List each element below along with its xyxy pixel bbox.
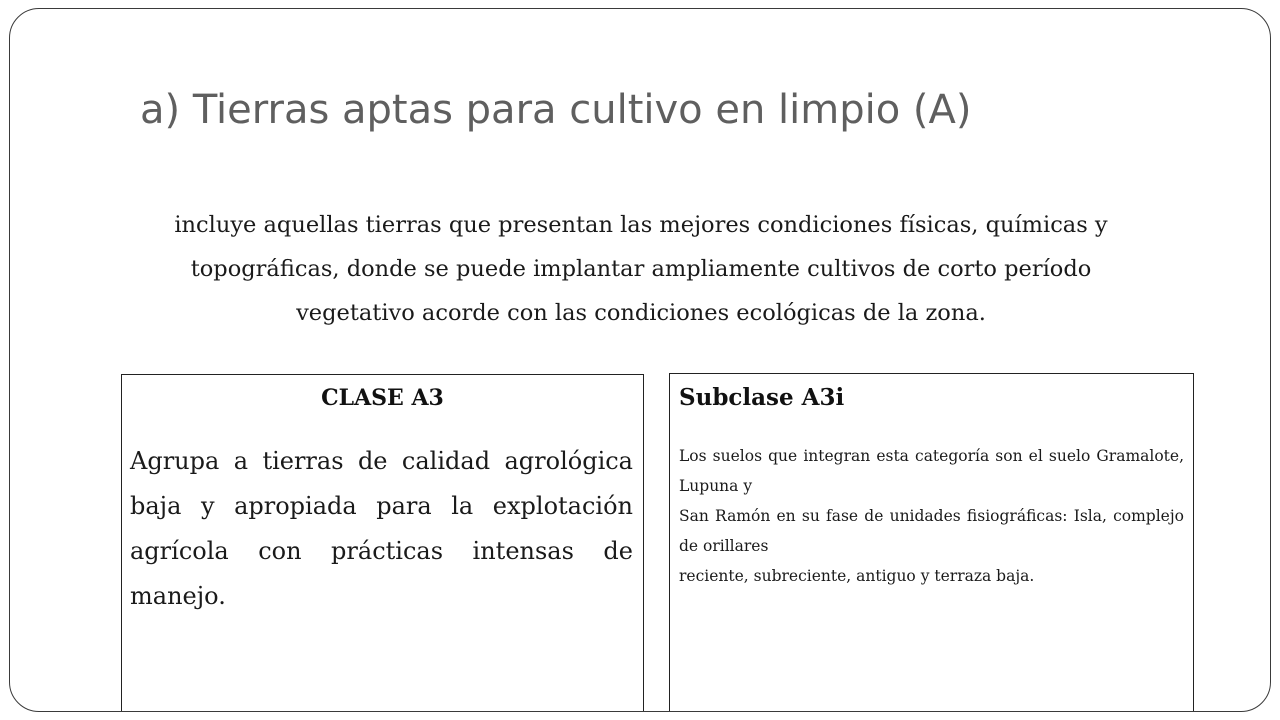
subclass-a3i-box — [669, 373, 1194, 712]
class-a3-description: Agrupa a tierras de calidad agrológica baja y apropiada para la explotación agrícola con prácticas intensas de manejo. — [130, 447, 633, 610]
slide-frame — [9, 8, 1271, 712]
subclass-a3i-heading: Subclase A3i — [679, 384, 845, 411]
class-a3-box — [121, 374, 644, 712]
intro-paragraph: incluye aquellas tierras que presentan las mejores condiciones físicas, químicas y topográficas, donde se puede implantar ampliamente cultivos de corto período vegetativo acorde con las condiciones ecológicas de la zona. — [174, 212, 1108, 326]
subclass-a3i-line: reciente, subreciente, antiguo y terraza baja. — [679, 567, 1035, 585]
slide-title: a) Tierras aptas para cultivo en limpio (A) — [140, 87, 972, 133]
subclass-a3i-description — [679, 441, 1184, 591]
subclass-a3i-line: San Ramón en su fase de unidades fisiográficas: Isla, complejo de orillares — [679, 507, 1184, 555]
class-a3-heading: CLASE A3 — [321, 385, 444, 411]
subclass-a3i-line: Los suelos que integran esta categoría son el suelo Gramalote, Lupuna y — [679, 447, 1184, 495]
